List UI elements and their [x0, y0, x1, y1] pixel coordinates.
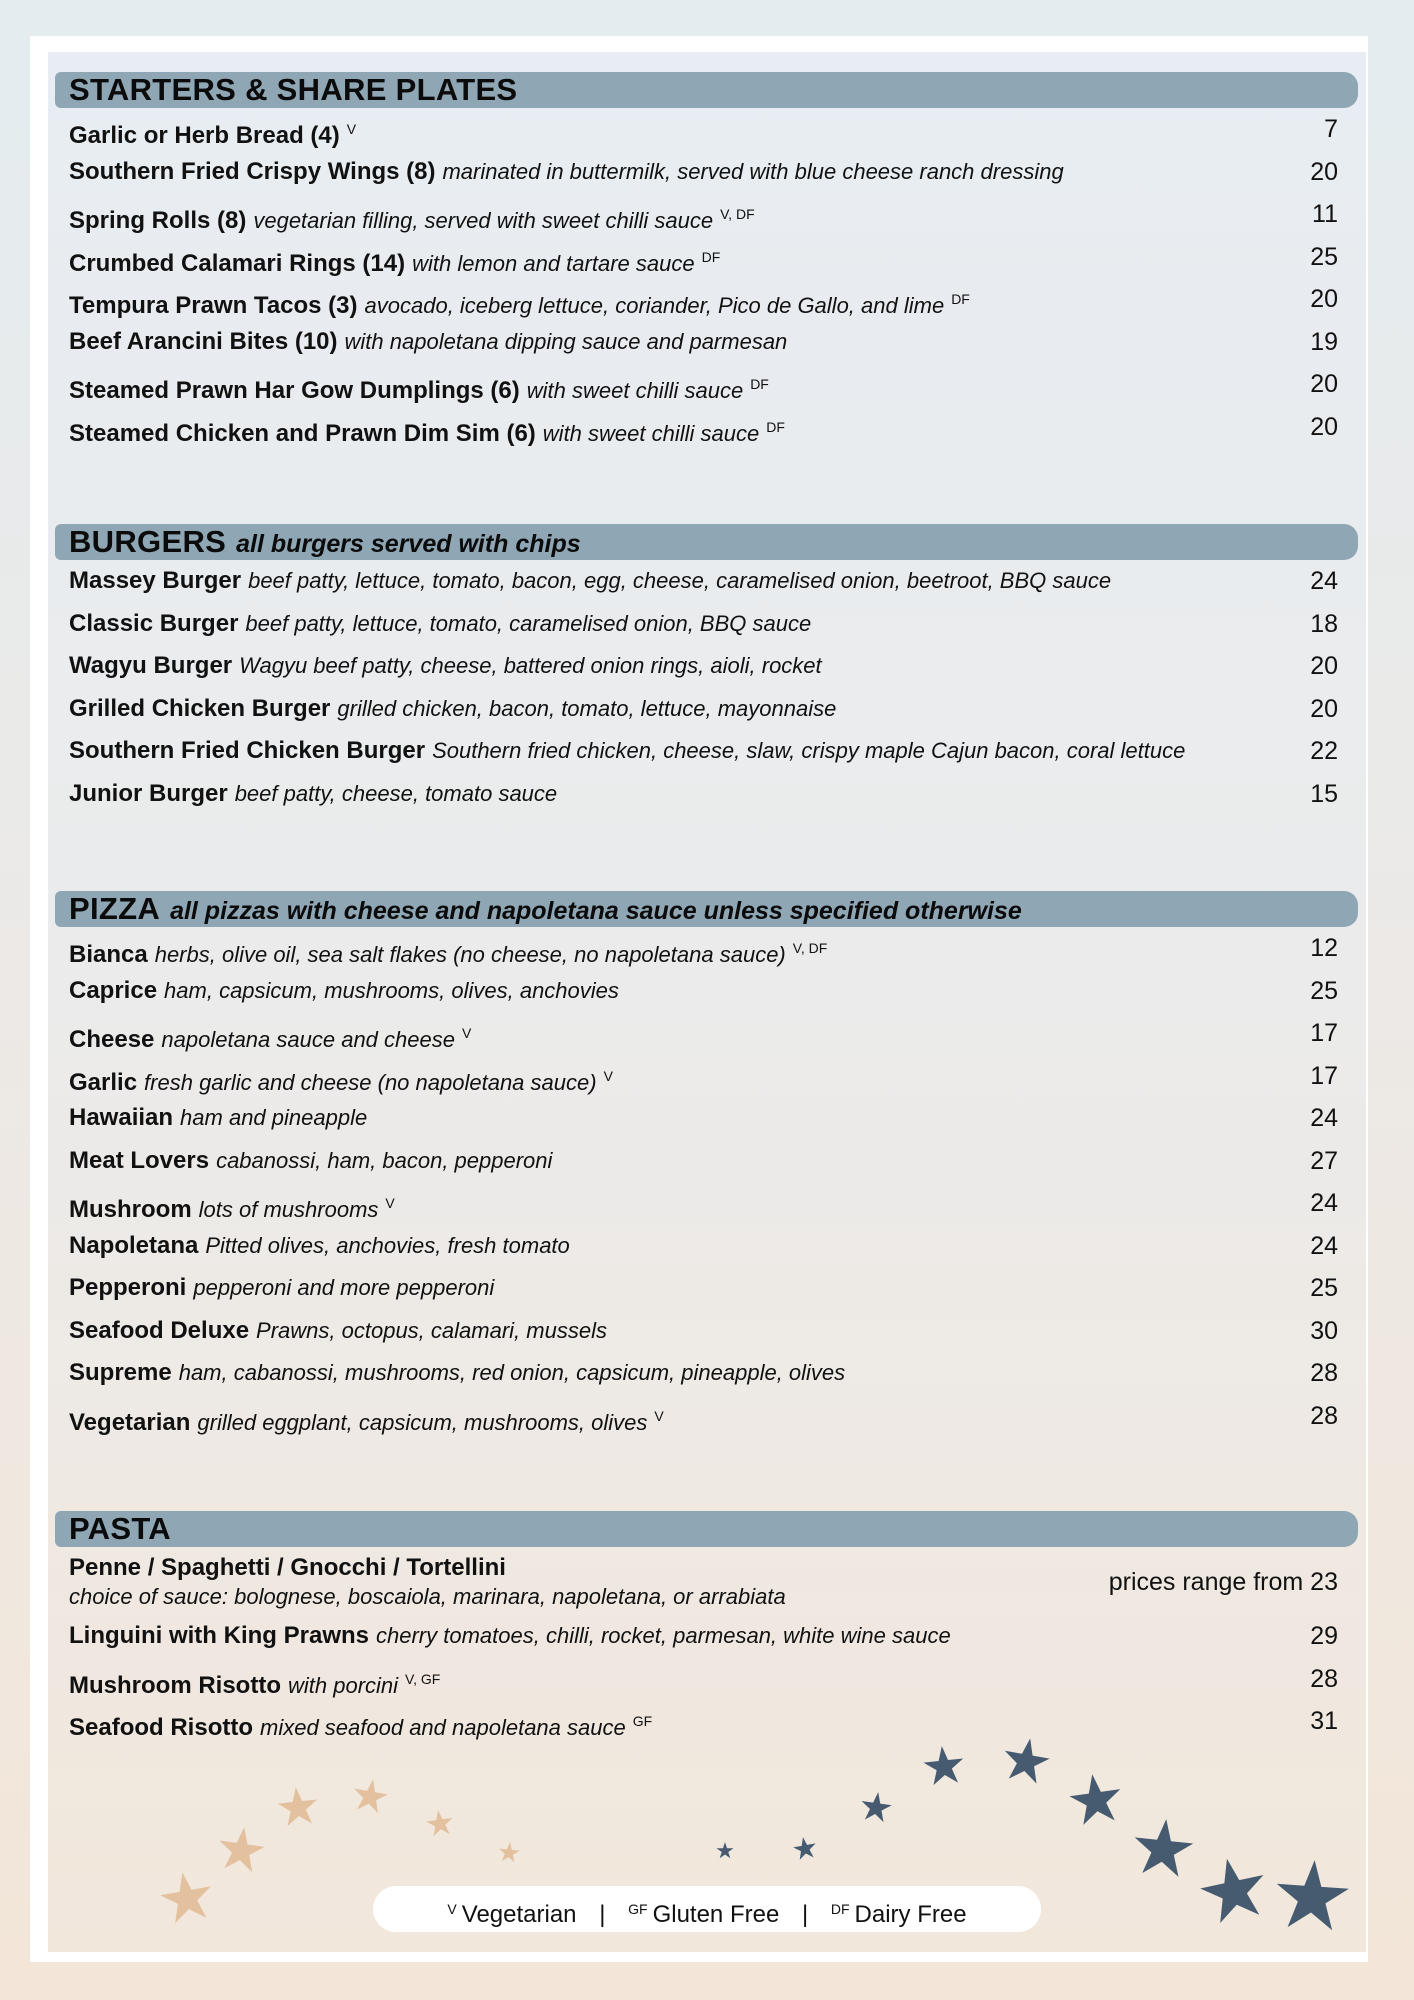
item-name: Garlic	[69, 1068, 138, 1096]
item-price: 18	[1310, 609, 1338, 638]
menu-item	[69, 1547, 1358, 1615]
item-name: Crumbed Calamari Rings (14)	[69, 249, 406, 277]
menu-item	[69, 108, 1358, 151]
legend-gf-label: Gluten Free	[652, 1901, 780, 1928]
pizza-list	[55, 927, 1358, 1437]
item-price: 19	[1310, 327, 1338, 356]
item-name: Massey Burger	[69, 567, 242, 594]
menu-item	[69, 970, 1358, 1013]
item-name: Wagyu Burger	[69, 652, 233, 679]
section-starters	[55, 72, 1358, 448]
item-description: grilled chicken, bacon, tomato, lettuce, mayonnaise	[337, 695, 837, 721]
burgers-title-text: BURGERS	[69, 524, 227, 559]
item-name: Cheese	[69, 1026, 155, 1053]
item-price: 28	[1310, 1664, 1338, 1693]
legend-df-code: DF	[830, 1901, 850, 1917]
item-name: Vegetarian	[69, 1408, 191, 1436]
item-price: 25	[1310, 242, 1338, 271]
menu-item	[69, 1395, 1358, 1438]
dietary-tag: V	[385, 1195, 395, 1211]
item-description: fresh garlic and cheese (no napoletana sauce)	[144, 1069, 597, 1095]
item-description: cabanossi, ham, bacon, pepperoni	[216, 1147, 553, 1173]
menu-item	[69, 1182, 1358, 1225]
menu-item	[69, 278, 1358, 321]
pasta-list	[55, 1547, 1358, 1615]
dietary-tag: V	[603, 1067, 613, 1084]
menu-item	[69, 773, 1358, 816]
menu-item	[69, 363, 1358, 406]
item-description: grilled eggplant, capsicum, mushrooms, olives	[197, 1409, 648, 1435]
item-description: Pitted olives, anchovies, fresh tomato	[205, 1232, 570, 1258]
item-description: cherry tomatoes, chilli, rocket, parmesan, white wine sauce	[376, 1623, 951, 1648]
dietary-tag: V	[461, 1025, 472, 1041]
section-header-burgers	[55, 524, 1358, 560]
menu-item	[69, 321, 1358, 364]
item-description: beef patty, lettuce, tomato, bacon, egg, cheese, caramelised onion, beetroot, BBQ sauce	[248, 568, 1112, 593]
menu-item	[69, 151, 1358, 194]
item-description: ham, cabanossi, mushrooms, red onion, capsicum, pineapple, olives	[178, 1360, 846, 1385]
item-name: Seafood Deluxe	[69, 1316, 250, 1344]
section-title-burgers	[69, 524, 581, 562]
item-name: Mushroom	[69, 1196, 192, 1223]
item-description: Southern fried chicken, cheese, slaw, crispy maple Cajun bacon, coral lettuce	[432, 738, 1186, 763]
item-description: lots of mushrooms	[198, 1197, 379, 1222]
menu-item	[69, 645, 1358, 688]
menu-item	[69, 193, 1358, 236]
section-pizza	[55, 891, 1358, 1437]
dietary-tag: V, GF	[405, 1670, 441, 1687]
item-name: Spring Rolls (8)	[69, 207, 247, 234]
item-price: 7	[1324, 115, 1338, 143]
item-description: beef patty, cheese, tomato sauce	[234, 780, 558, 806]
item-name: Napoletana	[69, 1231, 199, 1259]
menu-item	[69, 1140, 1358, 1183]
menu-item	[69, 1310, 1358, 1353]
item-price: 20	[1310, 370, 1338, 398]
item-name: Penne / Spaghetti / Gnocchi / Tortellini	[69, 1554, 506, 1581]
item-price: 22	[1310, 737, 1338, 765]
section-pasta	[55, 1511, 1358, 1743]
item-price: 20	[1310, 694, 1338, 723]
dietary-tag: DF	[951, 291, 970, 307]
menu-item	[69, 1267, 1358, 1310]
legend-gf-code: GF	[628, 1901, 648, 1917]
item-name: Mushroom Risotto	[69, 1671, 281, 1699]
item-price: 20	[1310, 652, 1338, 680]
item-name: Hawaiian	[69, 1104, 174, 1131]
item-description: beef patty, lettuce, tomato, caramelised onion, BBQ sauce	[245, 610, 812, 636]
item-price: 27	[1310, 1146, 1338, 1175]
item-description: ham and pineapple	[180, 1105, 368, 1130]
pizza-subtitle: all pizzas with cheese and napoletana sauce unless specified otherwise	[170, 897, 1022, 925]
item-name: Southern Fried Crispy Wings (8)	[69, 157, 436, 185]
legend-separator: |	[599, 1901, 606, 1928]
item-description: with lemon and tartare sauce	[412, 250, 695, 276]
dietary-tag: V	[346, 121, 357, 137]
item-price: 29	[1310, 1622, 1338, 1650]
item-description: pepperoni and more pepperoni	[193, 1275, 495, 1300]
item-price: 20	[1310, 412, 1338, 441]
menu-item	[69, 1658, 1358, 1701]
item-price: 31	[1310, 1707, 1338, 1735]
burgers-subtitle: all burgers served with chips	[236, 530, 581, 558]
dietary-legend	[373, 1886, 1041, 1932]
item-name: Caprice	[69, 976, 158, 1004]
item-description: napoletana sauce and cheese	[161, 1027, 455, 1052]
item-name: Bianca	[69, 941, 148, 968]
item-name: Garlic or Herb Bread (4)	[69, 122, 340, 149]
legend-v-code: V	[447, 1901, 457, 1917]
dietary-tag: DF	[701, 248, 721, 265]
section-title-pizza	[69, 891, 1022, 929]
item-price: 24	[1310, 1189, 1338, 1217]
item-description: vegetarian filling, served with sweet chilli sauce	[253, 208, 714, 233]
section-burgers	[55, 524, 1358, 815]
menu-item	[69, 1615, 1358, 1658]
item-name: Linguini with King Prawns	[69, 1622, 369, 1649]
burgers-list	[55, 560, 1358, 815]
item-price: 30	[1310, 1316, 1338, 1345]
item-description: choice of sauce: bolognese, boscaiola, marinara, napoletana, or arrabiata	[69, 1584, 786, 1609]
section-header-pasta	[55, 1511, 1358, 1547]
item-name: Tempura Prawn Tacos (3)	[69, 292, 358, 319]
item-description: avocado, iceberg lettuce, coriander, Pico de Gallo, and lime	[364, 293, 945, 318]
item-price: 25	[1310, 976, 1338, 1005]
item-name: Junior Burger	[69, 779, 228, 807]
menu-item	[69, 1012, 1358, 1055]
item-description: marinated in buttermilk, served with blue cheese ranch dressing	[442, 158, 1064, 184]
item-name: Supreme	[69, 1359, 172, 1386]
menu-item	[69, 236, 1358, 279]
item-description: herbs, olive oil, sea salt flakes (no cheese, no napoletana sauce)	[154, 942, 786, 967]
menu-item	[69, 688, 1358, 731]
menu-item	[69, 603, 1358, 646]
dietary-tag: DF	[766, 418, 785, 435]
menu-item	[69, 1700, 1358, 1743]
item-price: 15	[1310, 779, 1338, 808]
menu-item	[69, 730, 1358, 773]
dietary-tag: DF	[750, 376, 769, 392]
item-description: Wagyu beef patty, cheese, battered onion rings, aioli, rocket	[239, 653, 822, 678]
item-name: Southern Fried Chicken Burger	[69, 737, 426, 764]
section-header-pizza	[55, 891, 1358, 927]
dietary-tag: V	[654, 1407, 664, 1424]
menu-item	[69, 1097, 1358, 1140]
item-name: Classic Burger	[69, 609, 239, 637]
item-description: mixed seafood and napoletana sauce	[260, 1715, 626, 1740]
item-price: 24	[1310, 1231, 1338, 1260]
item-price: 28	[1310, 1359, 1338, 1387]
menu-item	[69, 1352, 1358, 1395]
item-name: Meat Lovers	[69, 1146, 210, 1174]
legend-separator: |	[801, 1901, 809, 1928]
menu-item	[69, 927, 1358, 970]
section-header-starters	[55, 72, 1358, 108]
item-price: 24	[1310, 1104, 1338, 1132]
item-price: 24	[1310, 567, 1338, 595]
section-title-starters: STARTERS & SHARE PLATES	[69, 72, 518, 107]
item-price: 17	[1310, 1019, 1338, 1047]
item-description: with sweet chilli sauce	[526, 378, 744, 403]
menu-item	[69, 1225, 1358, 1268]
item-price: 20	[1310, 157, 1338, 186]
menu-item	[69, 1055, 1358, 1098]
item-name: Steamed Chicken and Prawn Dim Sim (6)	[69, 419, 536, 447]
item-name: Seafood Risotto	[69, 1714, 253, 1741]
item-description: with napoletana dipping sauce and parmesan	[344, 328, 788, 354]
item-price: 17	[1310, 1061, 1338, 1090]
dietary-tag: GF	[632, 1713, 653, 1729]
item-name: Steamed Prawn Har Gow Dumplings (6)	[69, 377, 520, 404]
dietary-tag: V, DF	[792, 940, 828, 956]
item-price: 12	[1310, 934, 1338, 962]
item-description: with porcini	[287, 1672, 399, 1698]
pizza-title-text: PIZZA	[69, 891, 161, 926]
item-name: Pepperoni	[69, 1274, 187, 1301]
item-description: with sweet chilli sauce	[542, 420, 760, 446]
pasta-list-more	[55, 1615, 1358, 1743]
starters-list	[55, 108, 1358, 448]
legend-df-label: Dairy Free	[854, 1901, 967, 1928]
item-name: Beef Arancini Bites (10)	[69, 327, 338, 355]
item-price: 28	[1310, 1401, 1338, 1430]
section-title-pasta: PASTA	[69, 1511, 171, 1546]
item-price: 25	[1310, 1274, 1338, 1302]
item-description: ham, capsicum, mushrooms, olives, anchovies	[164, 977, 619, 1003]
item-name: Grilled Chicken Burger	[69, 694, 331, 722]
item-description: Prawns, octopus, calamari, mussels	[256, 1317, 607, 1343]
menu-item	[69, 406, 1358, 449]
item-price: 20	[1310, 285, 1338, 313]
dietary-tag: V, DF	[720, 206, 755, 222]
legend-v-label: Vegetarian	[461, 1901, 577, 1928]
item-price: prices range from 23	[1108, 1568, 1338, 1596]
item-price: 11	[1312, 200, 1338, 228]
menu-item	[69, 560, 1358, 603]
